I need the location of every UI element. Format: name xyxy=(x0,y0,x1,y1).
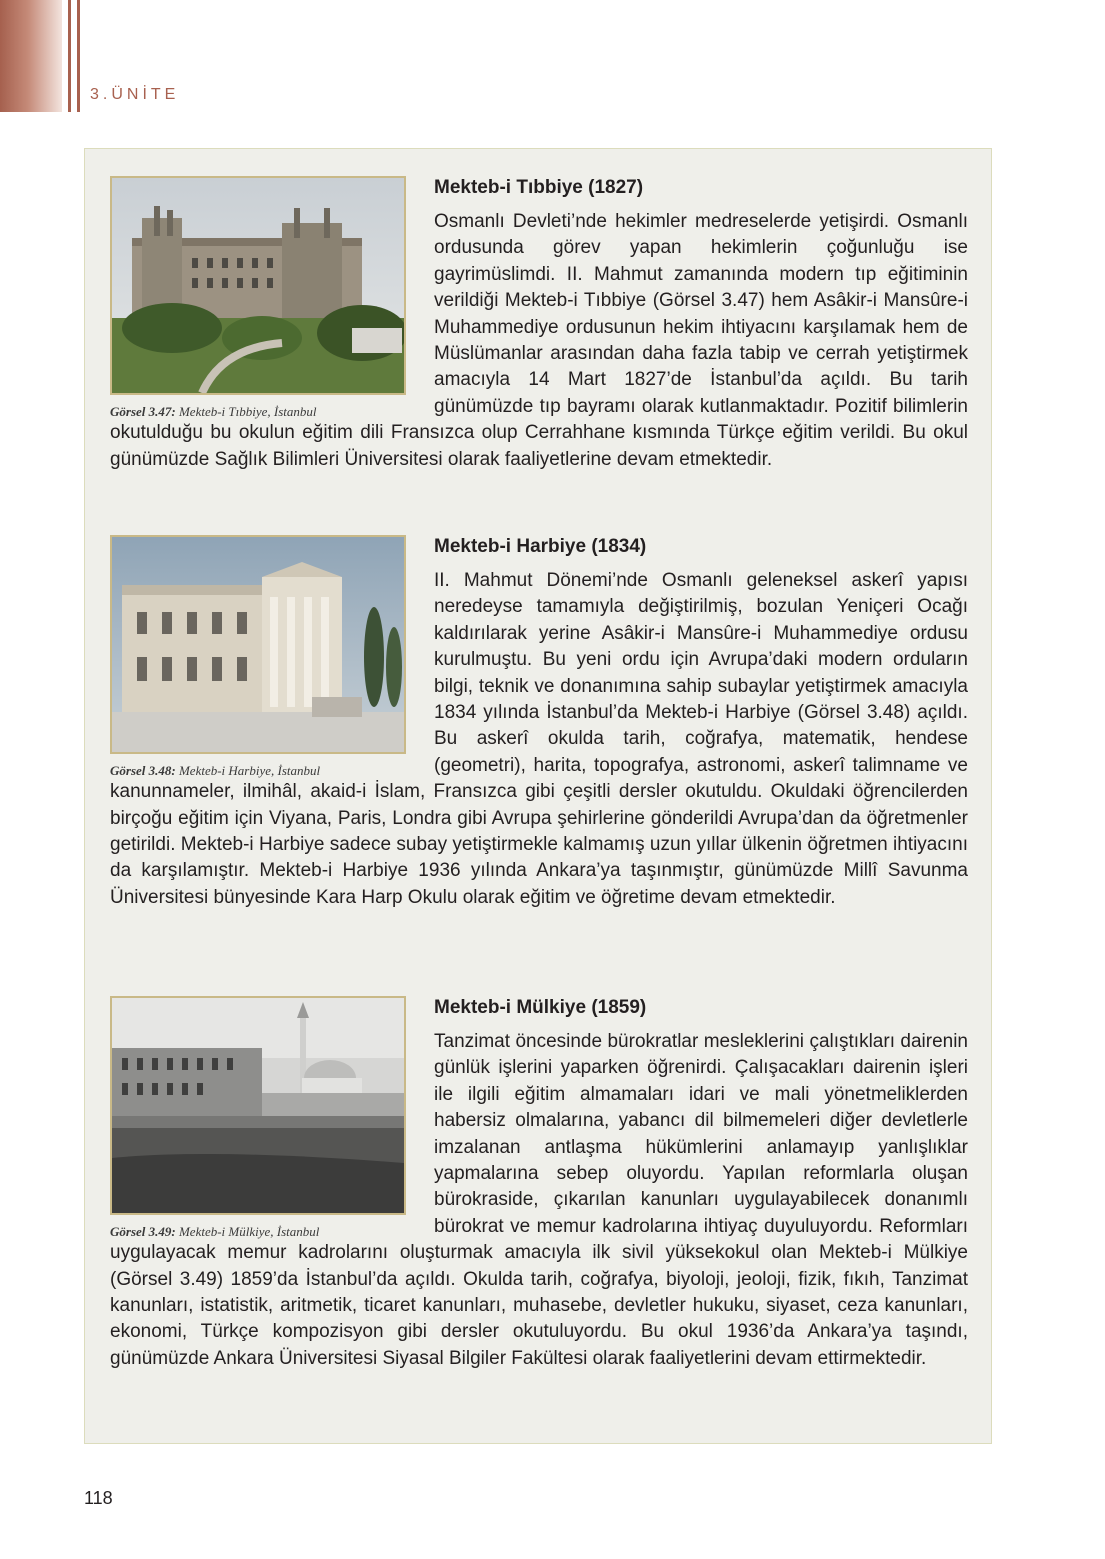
figure-caption xyxy=(110,404,408,420)
section-body: Tanzimat öncesinde bürokratlar mesleklerini çalıştıkları dairenin günlük işlerini yaparken öğrenirdi. Çalışacakları dairenin işleri ile ilgili eğitim almamaları idari ve mali yönetmeliklerden habersiz olmalarına, yabancı dil bilmemeleri diğer devletlerle imzalanan antlaşma hükümlerini anlamayıp yanlışlıklar yapmalarına sebep oluyordu. Yapılan reformlarla oluşan bürokraside, çıkarılan kanunları uygulayabilecek donanımlı bürokrat ve memur kadrolarına ihtiyaç duyuluyordu. Reformları uygulayacak memur kadrolarını oluşturmak amacıyla ilk sivil yüksekokul olan Mekteb-i Mülkiye (Görsel 3.49) 1859’da İstanbul’da açıldı. Okulda tarih, coğrafya, biyoloji, jeoloji, fizik, fıkıh, Tanzimat kanunları, istatistik, aritmetik, ticaret kanunları, muhasebe, devletler hukuku, siyaset, ceza kanunları, ekonomi, Türkçe kompozisyon gibi dersler okutuluyordu. Bu okul 1936’da Ankara’ya taşındı, günümüzde Ankara Üniversitesi Siyasal Bilgiler Fakültesi olarak faaliyetlerini devam ettirmektedir. xyxy=(110,1031,968,1369)
section-mekteb-i-harbiye xyxy=(110,535,968,911)
header-rule-left xyxy=(68,0,71,112)
section-body: Osmanlı Devleti’nde hekimler medreselerde yetişirdi. Osmanlı ordusunda görev yapan hekimlerin çoğunluğu ise gayrimüslimdi. II. Mahmut zamanında modern tıp eğitiminin verildiği Mekteb-i Tıbbiye (Görsel 3.47) hem Asâkir-i Mansûre-i Muhammediye ordusunun hekim ihtiyacını karşılamak hem de Müslümanlar arasından daha fazla tabip ve cerrah yetiştirmek amacıyla 14 Mart 1827’de İstanbul’da açıldı. Bu tarih günümüzde tıp bayramı olarak kutlanmaktadır. Pozitif bilimlerin okutulduğu bu okulun eğitim dili Fransızca olup Cerrahhane kısmında Türkçe eğitim verildi. Bu okul günümüzde Sağlık Bilimleri Üniversitesi olarak faaliyetlerine devam etmektedir. xyxy=(110,211,968,470)
photo-harbiye xyxy=(110,535,406,754)
page-number: 118 xyxy=(84,1488,113,1508)
section-mekteb-i-tibbiye xyxy=(110,176,968,473)
photo-mulkiye xyxy=(110,996,406,1215)
header-rule-right xyxy=(77,0,80,112)
figure-3-48 xyxy=(110,535,408,779)
figure-label: Görsel 3.49: xyxy=(110,1224,176,1239)
figure-3-49 xyxy=(110,996,408,1240)
figure-text: Mekteb-i Mülkiye, İstanbul xyxy=(178,1224,320,1239)
section-title: Mekteb-i Mülkiye (1859) xyxy=(434,997,647,1018)
photo-tibbiye xyxy=(110,176,406,395)
figure-text: Mekteb-i Harbiye, İstanbul xyxy=(178,763,321,778)
section-title: Mekteb-i Tıbbiye (1827) xyxy=(434,177,644,198)
figure-label: Görsel 3.48: xyxy=(110,763,176,778)
section-body: II. Mahmut Dönemi’nde Osmanlı geleneksel askerî yapısı neredeyse tamamıyla değiştirilmiş, bozulan Yeniçeri Ocağı kaldırılarak yerine Asâkir-i Mansûre-i Muhammediye ordusu kurulmuştu. Bu yeni ordu için Avrupa’daki modern orduların bilgi, teknik ve donanımına sahip subaylar yetiştirmek amacıyla 1834 yılında İstanbul’da Mekteb-i Harbiye (Görsel 3.48) açıldı. Bu askerî okulda tarih, coğrafya, matematik, hendese (geometri), harita, topografya, astronomi, askerî talimname ve kanunnameler, ilmihâl, akaid-i İslam, Fransızca gibi çeşitli dersler okutuldu. Okuldaki öğrencilerden birçoğu eğitim için Viyana, Paris, Londra gibi Avrupa şehirlerine gönderildi Avrupa’dan da öğretmenler getirildi. Mekteb-i Harbiye sadece subay yetiştirmekle kalmamış uzun yıllar ülkenin öğretmen ihtiyacını da karşılamıştır. Mekteb-i Harbiye 1936 yılında Ankara’ya taşınmıştır, günümüzde Millî Savunma Üniversitesi bünyesinde Kara Harp Okulu olarak eğitim ve öğretime devam etmektedir. xyxy=(110,570,968,908)
figure-label: Görsel 3.47: xyxy=(110,404,176,419)
header-decoration xyxy=(0,0,62,112)
unit-label: 3.ÜNİTE xyxy=(90,86,180,103)
figure-caption xyxy=(110,763,408,779)
section-title: Mekteb-i Harbiye (1834) xyxy=(434,536,647,557)
figure-text: Mekteb-i Tıbbiye, İstanbul xyxy=(178,404,317,419)
figure-3-47 xyxy=(110,176,408,420)
figure-caption xyxy=(110,1224,408,1240)
section-mekteb-i-mulkiye xyxy=(110,996,968,1372)
